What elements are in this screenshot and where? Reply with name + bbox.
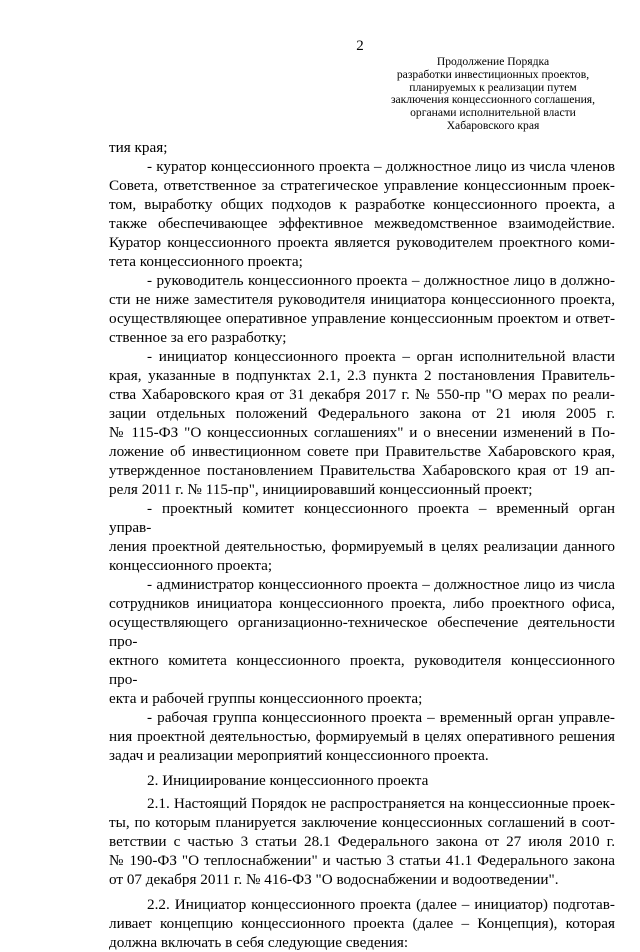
text-line: ты, по которым планируется заключение концессионных соглашений в соот- — [109, 814, 615, 831]
header-line: заключения концессионного соглашения, — [390, 93, 596, 107]
text-line: том, выработку общих подходов к разработке концессионного проекта, а — [109, 196, 615, 213]
text-line: края, указанные в подпунктах 2.1, 2.3 пункта 2 постановления Правитель- — [109, 367, 615, 384]
header-line: органами исполнительной власти — [410, 106, 576, 120]
text-line: концессионного проекта; — [109, 557, 273, 574]
text-line: ства Хабаровского края от 31 декабря 2017 г. № 550-пр "О мерах по реали- — [109, 386, 615, 403]
text-line: утвержденное постановлением Правительства Хабаровского края от 19 ап- — [109, 462, 615, 479]
header-line: планируемых к реализации путем — [409, 80, 577, 94]
text-line: 2.1. Настоящий Порядок не распространяется на концессионные проек- — [147, 795, 615, 812]
text-line: осуществляющее оперативное управление концессионным проектом и ответ- — [109, 310, 615, 327]
text-line: тета концессионного проекта; — [109, 253, 303, 270]
text-line: ления проектной деятельностью, формируемый в целях реализации данного — [109, 538, 615, 555]
paragraph-project-head — [109, 271, 615, 328]
text-line: осуществляющего организационно-техническое обеспечение деятельности про- — [109, 614, 615, 650]
continuation-header — [360, 56, 626, 133]
page-number: 2 — [356, 38, 364, 54]
text-line: ектного комитета концессионного проекта, руководителя концессионного про- — [109, 652, 615, 688]
text-line: от 07 декабря 2011 г. № 416-ФЗ "О водоснабжении и водоотведении". — [109, 871, 559, 888]
text-line: - руководитель концессионного проекта – должностное лицо в должно- — [147, 272, 615, 289]
text-line: ливает концепцию концессионного проекта (далее – Концепция), которая — [109, 915, 615, 932]
header-line: Хабаровского края — [446, 118, 540, 132]
paragraph: тия края; — [109, 139, 168, 156]
paragraph-2-2 — [109, 895, 615, 933]
paragraph-initiator — [109, 347, 615, 480]
text-line: - инициатор концессионного проекта – орган исполнительной власти — [147, 348, 615, 365]
text-line: ния проектной деятельностью, формируемый в целях оперативного решения — [109, 728, 615, 745]
text-line: ветствии с частью 3 статьи 28.1 Федерального закона от 27 июля 2010 г. — [109, 833, 615, 850]
paragraph-administrator — [109, 575, 615, 689]
text-line: 2.2. Инициатор концессионного проекта (далее – инициатор) подготав- — [147, 896, 615, 913]
text-line: также обеспечивающее эффективное межведомственное взаимодействие. — [109, 215, 615, 232]
text-line: сти не ниже заместителя руководителя инициатора концессионного проекта, — [109, 291, 615, 308]
paragraph-working-group — [109, 708, 615, 746]
text-line: Куратор концессионного проекта является руководителем проектного коми- — [109, 234, 615, 251]
text-line: № 115-ФЗ "О концессионных соглашениях" и о внесении изменений в По- — [109, 424, 615, 441]
text-line: - администратор концессионного проекта – должностное лицо из числа — [147, 576, 615, 593]
text-line: Совета, ответственное за стратегическое управление концессионным проек- — [109, 177, 615, 194]
text-line: ложение об инвестиционном совете при Правительстве Хабаровского края, — [109, 443, 615, 460]
document-body — [109, 138, 615, 952]
paragraph-curator — [109, 157, 615, 252]
section-heading: 2. Инициирование концессионного проекта — [147, 772, 429, 789]
text-line: реля 2011 г. № 115-пр", инициировавший концессионный проект; — [109, 481, 533, 498]
text-line: - рабочая группа концессионного проекта – временный орган управле- — [147, 709, 615, 726]
header-line: разработки инвестиционных проектов, — [396, 67, 590, 81]
text-line: екта и рабочей группы концессионного проекта; — [109, 690, 423, 707]
text-line: ственное за его разработку; — [109, 329, 287, 346]
text-line: - куратор концессионного проекта – должностное лицо из числа членов — [147, 158, 615, 175]
text-line: зации отдельных положений Федерального закона от 21 июля 2005 г. — [109, 405, 615, 422]
paragraph-2-1 — [109, 794, 615, 870]
paragraph-project-committee — [109, 499, 615, 556]
text-line: должна включать в себя следующие сведения: — [109, 934, 409, 951]
text-line: - проектный комитет концессионного проекта – временный орган управ- — [109, 500, 615, 536]
text-line: № 190-ФЗ "О теплоснабжении" и частью 3 статьи 41.1 Федерального закона — [109, 852, 615, 869]
header-line: Продолжение Порядка — [436, 55, 550, 68]
text-line: сотрудников инициатора концессионного проекта, либо проектного офиса, — [109, 595, 615, 612]
text-line: задач и реализации мероприятий концессионного проекта. — [109, 747, 489, 764]
